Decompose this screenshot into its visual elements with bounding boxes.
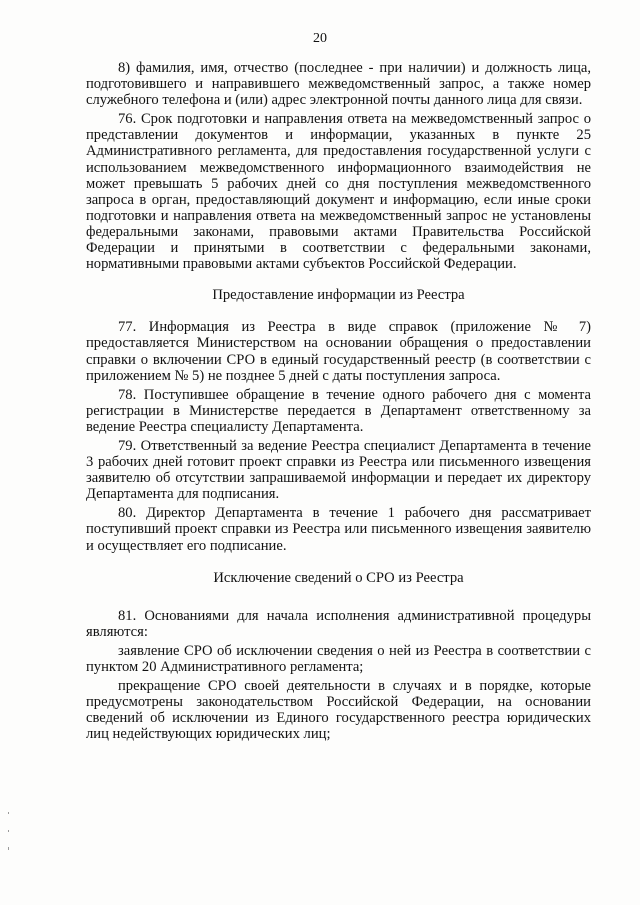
paragraph-81: 81. Основаниями для начала исполнения административной процедуры являются:: [86, 607, 591, 640]
page-body: [86, 60, 591, 742]
paragraph-item-8: 8) фамилия, имя, отчество (последнее - при наличии) и должность лица, подготовившего и направившего межведомственный запрос, а также номер служебного телефона и (или) адрес электронной почты данного лица для связи.: [86, 60, 591, 109]
page-number: 20: [313, 31, 327, 46]
paragraph-80: 80. Директор Департамента в течение 1 рабочего дня рассматривает поступивший проект справки из Реестра или письменного извещения заявителю и осуществляет его подписание.: [86, 505, 591, 554]
section-heading-sro-exclusion: Исключение сведений о СРО из Реестра: [213, 569, 464, 586]
paragraph-81-item-termination: прекращение СРО своей деятельности в случаях и в порядке, которые предусмотрены законодательством Российской Федерации, на основании сведений об исключении из Единого государственного реестра юридических лиц недействующих юридических лиц;: [86, 678, 591, 743]
scan-edge-mark: [8, 812, 9, 814]
paragraph-76: 76. Срок подготовки и направления ответа на межведомственный запрос о представлении документов и информации, указанных в пункте 25 Административного регламента, для предоставления государственной услуги с использованием межведомственного информационного взаимодействия не может превышать 5 рабочих дней со дня поступления межведомственного запроса в орган, предоставляющий документ и информацию, если иные сроки подготовки и направления ответа на межведомственный запрос не установлены федеральными законами, правовыми актами Правительства Российской Федерации и принятыми в соответствии с федеральными законами, нормативными правовыми актами субъектов Российской Федерации.: [86, 111, 591, 273]
paragraph-81-item-application: заявление СРО об исключении сведения о ней из Реестра в соответствии с пунктом 20 Административного регламента;: [86, 642, 591, 675]
section-heading-registry-info: Предоставление информации из Реестра: [212, 287, 465, 304]
scan-edge-mark: [8, 830, 9, 832]
paragraph-78: 78. Поступившее обращение в течение одного рабочего дня с момента регистрации в Министерстве передается в Департамент ответственному за ведение Реестра специалисту Департамента.: [86, 386, 591, 435]
paragraph-79: 79. Ответственный за ведение Реестра специалист Департамента в течение 3 рабочих дней готовит проект справки из Реестра или письменного извещения заявителю об отсутствии запрашиваемой информации и передает их директору Департамента для подписания.: [86, 437, 591, 503]
paragraph-77: 77. Информация из Реестра в виде справок (приложение № 7) предоставляется Министерством на основании обращения о предоставлении справки о включении СРО в единый государственный реестр (в соответствии с приложением № 5) не позднее 5 дней с даты поступления запроса.: [86, 319, 591, 384]
scan-edge-mark: [8, 847, 9, 850]
